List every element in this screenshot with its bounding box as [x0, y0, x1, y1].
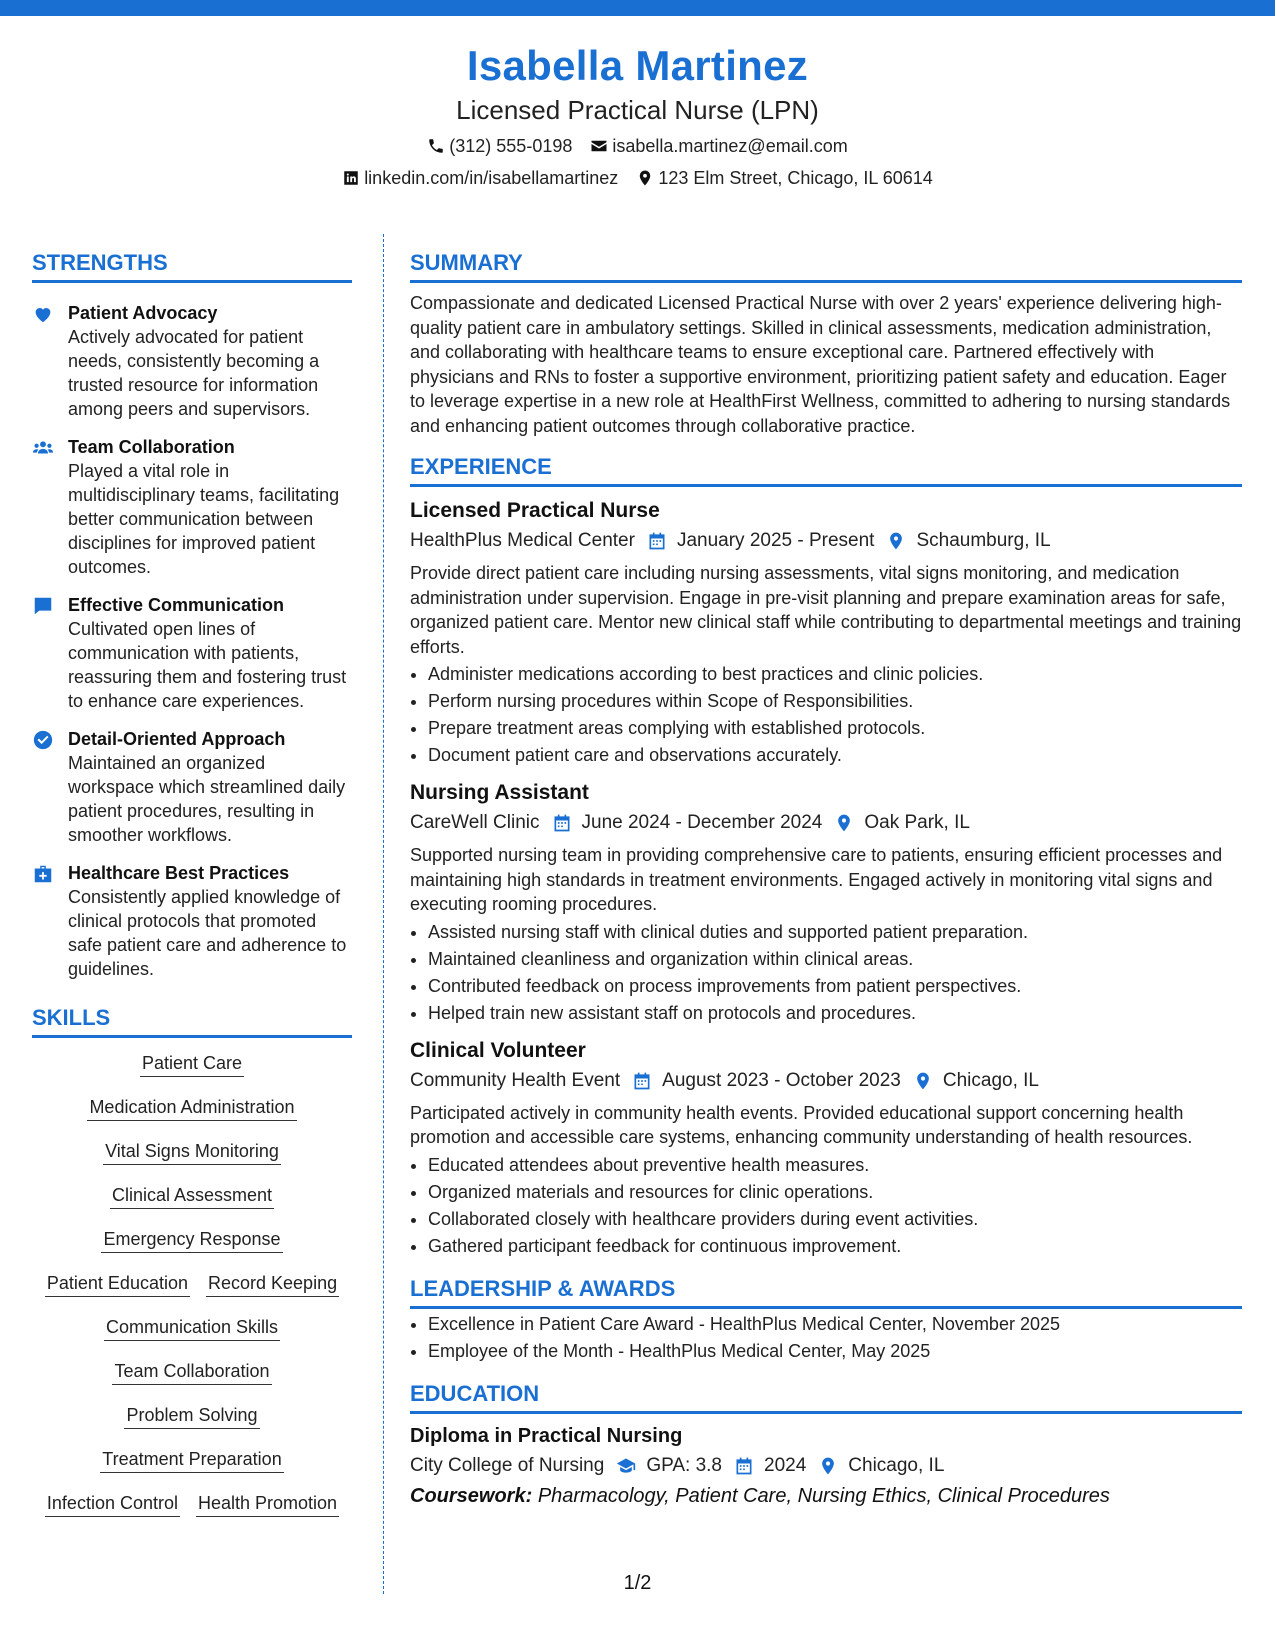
- candidate-name: Isabella Martinez: [466, 42, 809, 89]
- phone-text: (312) 555-0198: [449, 136, 573, 156]
- strength-item: [32, 861, 352, 981]
- skill-tag: Patient Care: [140, 1052, 244, 1077]
- job-org: HealthPlus Medical Center: [410, 530, 635, 551]
- job-description: Supported nursing team in providing comprehensive care to patients, ensuring efficient processes and maintaining high standards in treatment environments. Engaged actively in monitoring vital signs and executing rooming procedures.: [410, 845, 1223, 914]
- job-meta: [410, 527, 1242, 555]
- list-item: • Excellence in Patient Care Award - HealthPlus Medical Center, November 2025: [428, 1311, 1242, 1338]
- skill-tag: Team Collaboration: [112, 1360, 271, 1385]
- medical-kit-icon: [32, 863, 54, 885]
- job-description: Participated actively in community health events. Provided educational support concerning health promotion and accessible care systems, enhancing community understanding of health resources.: [410, 1102, 1193, 1147]
- strength-desc: Played a vital role in multidisciplinary teams, facilitating better communication between disciplines for improved patient outcomes.: [68, 461, 340, 577]
- strength-item: [32, 301, 352, 421]
- job-entry: [410, 497, 1242, 769]
- gpa: GPA: 3.8: [646, 1454, 722, 1476]
- linkedin-text: linkedin.com/in/isabellamartinez: [364, 168, 619, 188]
- job-meta: [410, 809, 1242, 837]
- awards-heading: LEADERSHIP & AWARDS: [410, 1274, 1242, 1309]
- linkedin-icon: [342, 169, 360, 187]
- job-location: Schaumburg, IL: [916, 530, 1051, 551]
- contact-address: [636, 166, 933, 190]
- list-item: • Maintained cleanliness and organization within clinical areas.: [428, 946, 1242, 973]
- graduation-cap-icon: [616, 1456, 636, 1476]
- job-dates: August 2023 - October 2023: [662, 1069, 901, 1091]
- job-bullets: [410, 661, 1242, 769]
- job-bullets: [410, 919, 1242, 1027]
- list-item: • Contributed feedback on process improvements from patient perspectives.: [428, 973, 1242, 1000]
- skill-tag: Record Keeping: [206, 1272, 339, 1297]
- job-org: Community Health Event: [410, 1069, 621, 1091]
- job-location: Chicago, IL: [942, 1069, 1039, 1091]
- list-item: • Prepare treatment areas complying with established protocols.: [428, 715, 1242, 742]
- resume-header: [0, 40, 1275, 190]
- strength-title: Healthcare Best Practices: [68, 863, 290, 883]
- list-item: • Assisted nursing staff with clinical duties and supported patient preparation.: [428, 919, 1242, 946]
- phone-icon: [427, 137, 445, 155]
- message-icon: [32, 595, 54, 617]
- experience-section: [410, 452, 1242, 1260]
- strength-item: [32, 727, 352, 847]
- address-text: 123 Elm Street, Chicago, IL 60614: [658, 168, 933, 188]
- email-text: isabella.martinez@email.com: [612, 136, 848, 156]
- awards-section: [410, 1274, 1242, 1365]
- list-item: • Organized materials and resources for clinic operations.: [428, 1179, 1242, 1206]
- skill-tag: Clinical Assessment: [110, 1184, 274, 1209]
- coursework-list: Pharmacology, Patient Care, Nursing Ethics, Clinical Procedures: [537, 1484, 1110, 1507]
- contact-linkedin[interactable]: [342, 166, 618, 190]
- strength-title: Patient Advocacy: [68, 303, 218, 323]
- top-accent-bar: [0, 0, 1275, 16]
- skill-tag: Infection Control: [45, 1492, 180, 1517]
- strength-item: [32, 435, 352, 579]
- skill-tag: Treatment Preparation: [100, 1448, 283, 1473]
- job-title: Clinical Volunteer: [410, 1038, 586, 1062]
- list-item: • Document patient care and observations accurately.: [428, 742, 1242, 769]
- skill-tag: Vital Signs Monitoring: [103, 1140, 281, 1165]
- skill-tag: Emergency Response: [101, 1228, 282, 1253]
- left-column: [32, 248, 352, 1536]
- awards-list: [410, 1311, 1242, 1365]
- skill-tag: Problem Solving: [124, 1404, 259, 1429]
- check-circle-icon: [32, 729, 54, 751]
- strength-title: Detail-Oriented Approach: [68, 729, 286, 749]
- page-number: 1/2: [623, 1572, 652, 1594]
- skill-tag: Health Promotion: [196, 1492, 339, 1517]
- job-location: Oak Park, IL: [864, 812, 970, 833]
- education-heading: EDUCATION: [410, 1379, 1242, 1414]
- summary-text: Compassionate and dedicated Licensed Practical Nurse with over 2 years' experience delivering high-quality patient care in ambulatory settings. Skilled in clinical assessments, medication administration, and collaborating with healthcare teams to ensure exceptional care. Partnered effectively with physicians and RNs to foster a supportive environment, prioritizing patient safety and education. Eager to leverage expertise in a new role at HealthFirst Wellness, committed to adhering to nursing standards and enhancing patient outcomes through collaborative practice.: [410, 293, 1231, 436]
- summary-heading: SUMMARY: [410, 248, 1242, 283]
- education-section: [410, 1379, 1242, 1510]
- heart-icon: [32, 303, 54, 325]
- strength-desc: Cultivated open lines of communication with patients, reassuring them and fostering trust to enhance care experiences.: [68, 619, 347, 711]
- skills-list: [32, 1052, 352, 1517]
- users-icon: [32, 437, 54, 459]
- map-pin-icon: [818, 1456, 838, 1476]
- list-item: • Helped train new assistant staff on protocols and procedures.: [428, 1000, 1242, 1027]
- strength-item: [32, 593, 352, 713]
- contact-row-1: [0, 134, 1275, 158]
- column-divider: [383, 234, 384, 1594]
- envelope-icon: [590, 137, 608, 155]
- strength-desc: Consistently applied knowledge of clinical protocols that promoted safe patient care and adherence to guidelines.: [68, 887, 347, 979]
- job-title: Nursing Assistant: [410, 781, 589, 804]
- skill-tag: Communication Skills: [104, 1316, 280, 1341]
- skill-tag: Medication Administration: [87, 1096, 296, 1121]
- strengths-heading: STRENGTHS: [32, 248, 352, 283]
- map-pin-icon: [834, 813, 854, 833]
- job-dates: January 2025 - Present: [676, 530, 875, 551]
- strength-desc: Actively advocated for patient needs, consistently becoming a trusted resource for information among peers and supervisors.: [68, 327, 320, 419]
- experience-heading: EXPERIENCE: [410, 452, 1242, 487]
- job-meta: [410, 1067, 1242, 1095]
- job-title: Licensed Practical Nurse: [410, 499, 660, 522]
- list-item: • Gathered participant feedback for continuous improvement.: [428, 1233, 1242, 1260]
- strength-title: Team Collaboration: [68, 437, 235, 457]
- candidate-title: Licensed Practical Nurse (LPN): [456, 95, 819, 125]
- contact-phone[interactable]: [427, 134, 572, 158]
- education-location: Chicago, IL: [848, 1454, 945, 1476]
- list-item: • Educated attendees about preventive health measures.: [428, 1152, 1242, 1179]
- calendar-icon: [632, 1071, 652, 1091]
- coursework: [410, 1482, 1242, 1510]
- coursework-label: Coursework:: [410, 1484, 533, 1507]
- job-dates: June 2024 - December 2024: [581, 812, 823, 833]
- education-meta: [410, 1452, 1242, 1480]
- calendar-icon: [734, 1456, 754, 1476]
- map-pin-icon: [913, 1071, 933, 1091]
- right-column: [410, 248, 1242, 1510]
- graduation-year: 2024: [764, 1454, 807, 1476]
- job-org: CareWell Clinic: [410, 812, 540, 833]
- strength-title: Effective Communication: [68, 595, 285, 615]
- job-description: Provide direct patient care including nursing assessments, vital signs monitoring, and medication administration under supervision. Engage in pre-visit planning and prepare examination areas for safe, organized patient care. Mentor new clinical staff while contributing to departmental meetings and training efforts.: [410, 563, 1242, 657]
- calendar-icon: [647, 531, 667, 551]
- strength-desc: Maintained an organized workspace which streamlined daily patient procedures, resulting in smoother workflows.: [68, 753, 346, 845]
- list-item: • Administer medications according to best practices and clinic policies.: [428, 661, 1242, 688]
- list-item: • Perform nursing procedures within Scope of Responsibilities.: [428, 688, 1242, 715]
- calendar-icon: [552, 813, 572, 833]
- map-pin-icon: [886, 531, 906, 551]
- job-bullets: [410, 1152, 1242, 1260]
- map-pin-icon: [636, 169, 654, 187]
- list-item: • Collaborated closely with healthcare providers during event activities.: [428, 1206, 1242, 1233]
- contact-email[interactable]: [590, 134, 847, 158]
- list-item: • Employee of the Month - HealthPlus Medical Center, May 2025: [428, 1338, 1242, 1365]
- contact-row-2: [0, 166, 1275, 190]
- skills-heading: SKILLS: [32, 1003, 352, 1038]
- job-entry: [410, 779, 1242, 1027]
- degree-title: Diploma in Practical Nursing: [410, 1424, 683, 1447]
- job-entry: [410, 1037, 1242, 1260]
- school-name: City College of Nursing: [410, 1454, 605, 1476]
- skill-tag: Patient Education: [45, 1272, 190, 1297]
